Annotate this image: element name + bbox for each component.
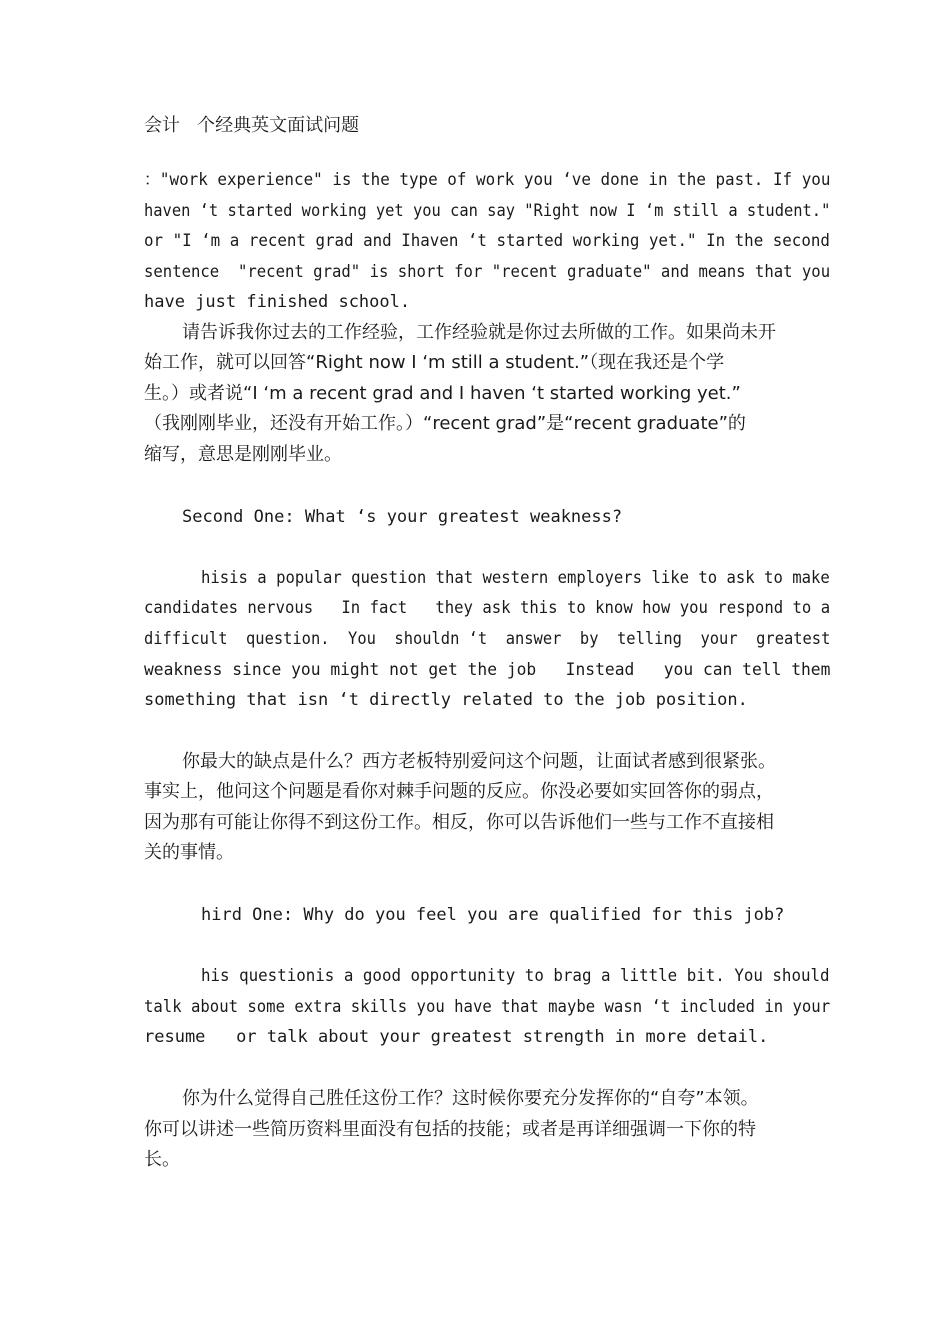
english-line: his questionis a good opportunity to brag a little bit. You should [201, 966, 830, 986]
chinese-line: 关的事情。 [144, 842, 234, 863]
chinese-line: 事实上，他问这个问题是看你对棘手问题的反应。你没必要如实回答你的弱点， [144, 781, 774, 802]
english-line: hisis a popular question that western employers like to ask to make [201, 568, 830, 588]
english-line: or "I ‘m a recent grad and Ihaven ‘t started working yet." In the second [144, 231, 830, 251]
english-line: talk about some extra skills you have that maybe wasn ‘t included in your [144, 997, 831, 1017]
chinese-line: 你可以讲述一些简历资料里面没有包括的技能；或者是再详细强调一下你的特 [144, 1119, 756, 1140]
question-heading: Second One: What ‘s your greatest weakness? [182, 507, 623, 527]
english-line: candidates nervous In fact they ask this to know how you respond to a [144, 598, 831, 618]
english-line: something that isn ‘t directly related to the job position. [144, 690, 748, 710]
english-line: resume or talk about your greatest strength in more detail. [144, 1027, 769, 1047]
document-title: 会计 个经典英文面试问题 [144, 115, 360, 136]
chinese-line: 生。）或者说“I ‘m a recent grad and I haven ‘t started working yet.” [144, 383, 741, 404]
chinese-line: 始工作，就可以回答“Right now I ‘m still a student.”（现在我还是个学 [144, 352, 725, 373]
chinese-line: 缩写，意思是刚刚毕业。 [144, 444, 342, 465]
chinese-line: 请告诉我你过去的工作经验，工作经验就是你过去所做的工作。如果尚未开 [182, 322, 776, 343]
chinese-line: 你最大的缺点是什么？西方老板特别爱问这个问题，让面试者感到很紧张。 [182, 751, 776, 772]
chinese-line: （我刚刚毕业，还没有开始工作。）“recent grad”是“recent graduate”的 [144, 413, 746, 434]
english-line: weakness since you might not get the job Instead you can tell them [144, 660, 831, 680]
question-heading: hird One: Why do you feel you are qualified for this job? [201, 905, 785, 925]
english-line: sentence "recent grad" is short for "recent graduate" and means that you [144, 262, 831, 282]
english-line: difficult question. You shouldn ‘t answer by telling your greatest [144, 629, 831, 649]
english-line: ："work experience" is the type of work you ‘ve done in the past. If you [144, 170, 831, 190]
english-line: haven ‘t started working yet you can say "Right now I ‘m still a student." [144, 201, 831, 221]
english-line: have just finished school. [144, 292, 411, 312]
chinese-line: 因为那有可能让你得不到这份工作。相反，你可以告诉他们一些与工作不直接相 [144, 812, 774, 833]
chinese-line: 你为什么觉得自己胜任这份工作？这时候你要充分发挥你的“自夸”本领。 [182, 1088, 759, 1109]
chinese-line: 长。 [144, 1149, 180, 1170]
